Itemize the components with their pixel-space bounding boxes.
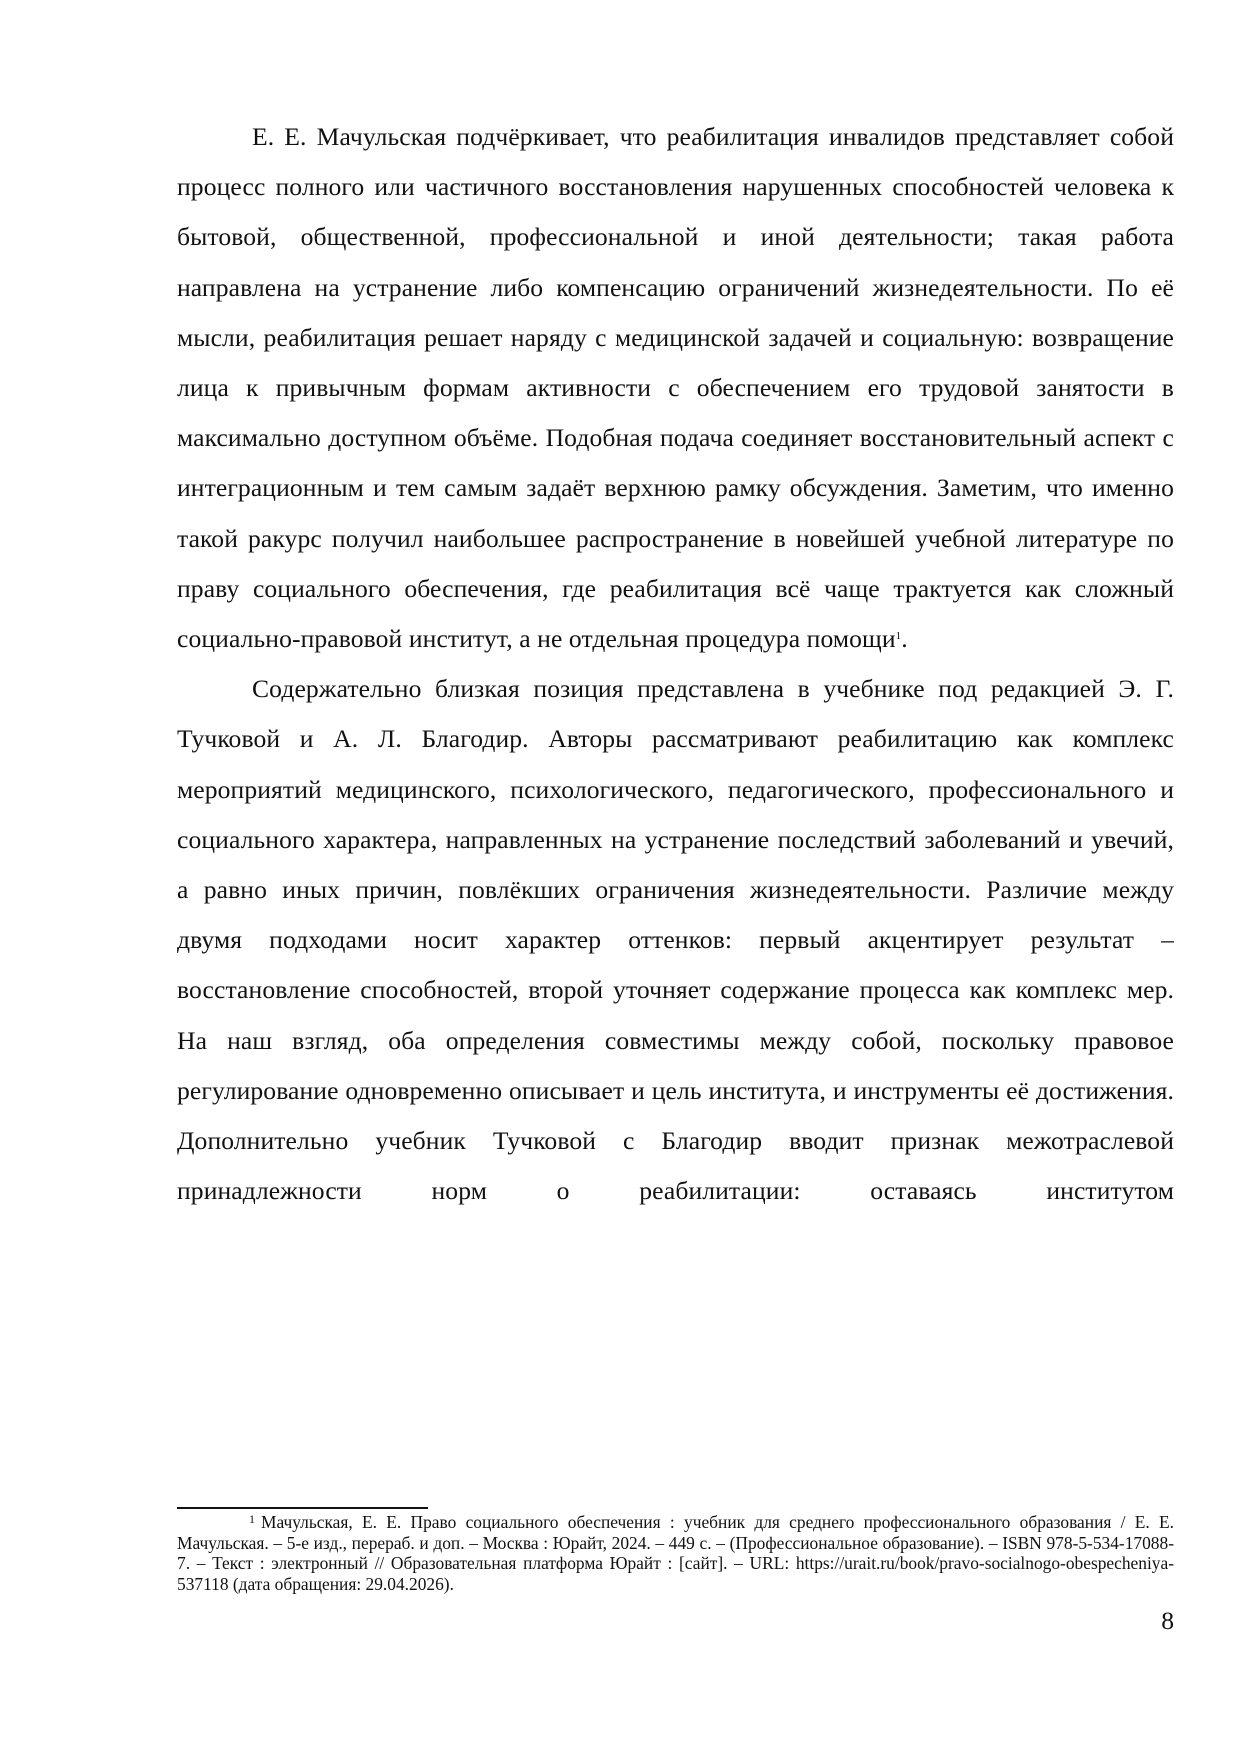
footnote-text: Мачульская, Е. Е. Право социального обеспечения : учебник для среднего профессионального образования / Е. Е. Мачульская. – 5-е изд., перераб. и доп. – Москва : Юрайт, 2024. – 449 с. – (Профессиональное образование). – ISBN 978-5-534-17088-7. – Текст : электронный // Образовательная платформа Юрайт : [сайт]. – URL: https://urait.ru/book/pravo-socialnogo-obespecheniya-537118 (дата обращения: 29.04.2026). (177, 1512, 1174, 1594)
paragraph-2 (177, 664, 1174, 1216)
page-number: 8 (1161, 1606, 1174, 1635)
footnote (177, 1512, 1174, 1594)
footnote-number: 1 (249, 1512, 255, 1526)
footnote-separator (177, 1507, 428, 1509)
paragraph-1-tail: . (901, 624, 908, 654)
paragraph-1-text: Е. Е. Мачульская подчёркивает, что реабилитация инвалидов представляет собой процесс полного или частичного восстановления нарушенных способностей человека к бытовой, общественной, профессиональной и иной деятельности; такая работа направлена на устранение либо компенсацию ограничений жизнедеятельности. По её мысли, реабилитация решает наряду с медицинской задачей и социальную: возвращение лица к привычным формам активности с обеспечением его трудовой занятости в максимально доступном объёме. Подобная подача соединяет восстановительный аспект с интеграционным и тем самым задаёт верхнюю рамку обсуждения. Заметим, что именно такой ракурс получил наибольшее распространение в новейшей учебной литературе по праву социального обеспечения, где реабилитация всё чаще трактуется как сложный социально-правовой институт, а не отдельная процедура помощи (177, 122, 1174, 654)
paragraph-2-text: Содержательно близкая позиция представлена в учебнике под редакцией Э. Г. Тучковой и А. Л. Благодир. Авторы рассматривают реабилитацию как комплекс мероприятий медицинского, психологического, педагогического, профессионального и социального характера, направленных на устранение последствий заболеваний и увечий, а равно иных причин, повлёкших ограничения жизнедеятельности. Различие между двумя подходами носит характер оттенков: первый акцентирует результат – восстановление способностей, второй уточняет содержание процесса как комплекс мер. На наш взгляд, оба определения совместимы между собой, поскольку правовое регулирование одновременно описывает и цель института, и инструменты её достижения. Дополнительно учебник Тучковой с Благодир вводит признак межотраслевой принадлежности норм о реабилитации: оставаясь институтом (177, 674, 1174, 1206)
footnote-reference[interactable]: 1 (895, 630, 902, 643)
paragraph-1 (177, 112, 1174, 664)
body-text (177, 112, 1174, 1216)
